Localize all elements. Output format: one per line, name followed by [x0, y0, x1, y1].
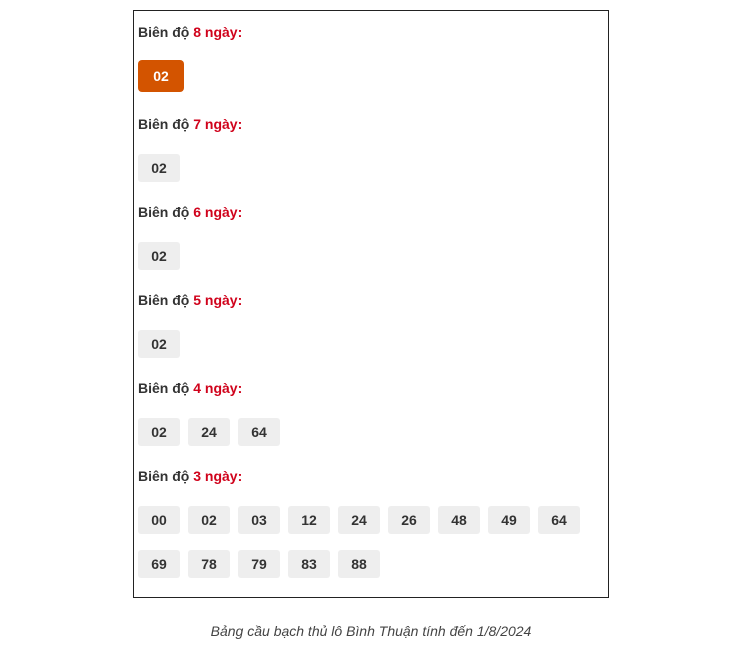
heading-prefix: Biên độ — [138, 204, 190, 220]
number-chip[interactable]: 02 — [138, 242, 180, 270]
number-chip[interactable]: 02 — [188, 506, 230, 534]
group-heading — [138, 116, 604, 132]
heading-days: 8 — [193, 24, 202, 40]
heading-unit: ngày: — [204, 468, 243, 484]
group-heading — [138, 380, 604, 396]
chip-list — [138, 330, 604, 358]
group-heading — [138, 24, 604, 40]
group-heading — [138, 468, 604, 484]
heading-unit: ngày: — [204, 292, 243, 308]
chip-list — [138, 506, 604, 578]
number-chip[interactable]: 64 — [538, 506, 580, 534]
number-chip[interactable]: 69 — [138, 550, 180, 578]
number-chip[interactable]: 02 — [138, 418, 180, 446]
number-chip[interactable]: 49 — [488, 506, 530, 534]
number-chip[interactable]: 02 — [138, 154, 180, 182]
heading-unit: ngày: — [204, 380, 243, 396]
heading-unit: ngày: — [204, 204, 243, 220]
cau-table-panel — [133, 10, 609, 598]
heading-unit: ngày: — [204, 116, 243, 132]
table-caption: Bảng cầu bạch thủ lô Bình Thuận tính đến 1/8/2024 — [210, 623, 532, 639]
number-chip[interactable]: 78 — [188, 550, 230, 578]
heading-days: 6 — [193, 204, 202, 220]
chip-list — [138, 154, 604, 182]
group-7-days — [138, 116, 604, 198]
number-chip[interactable]: 00 — [138, 506, 180, 534]
number-chip[interactable]: 88 — [338, 550, 380, 578]
number-chip[interactable]: 03 — [238, 506, 280, 534]
number-chip[interactable]: 12 — [288, 506, 330, 534]
number-chip[interactable]: 26 — [388, 506, 430, 534]
number-chip[interactable]: 24 — [188, 418, 230, 446]
chip-list — [138, 242, 604, 270]
group-8-days — [138, 24, 604, 104]
heading-prefix: Biên độ — [138, 24, 190, 40]
number-chip[interactable]: 48 — [438, 506, 480, 534]
chip-list — [138, 60, 604, 88]
group-6-days — [138, 204, 604, 286]
group-5-days — [138, 292, 604, 374]
number-chip[interactable]: 02 — [138, 330, 180, 358]
heading-days: 4 — [193, 380, 202, 396]
heading-prefix: Biên độ — [138, 380, 190, 396]
chip-list — [138, 418, 604, 446]
group-heading — [138, 204, 604, 220]
heading-unit: ngày: — [204, 24, 243, 40]
heading-days: 3 — [193, 468, 202, 484]
group-4-days — [138, 380, 604, 462]
heading-days: 7 — [193, 116, 202, 132]
number-chip[interactable]: 83 — [288, 550, 330, 578]
heading-prefix: Biên độ — [138, 292, 190, 308]
heading-prefix: Biên độ — [138, 468, 190, 484]
heading-prefix: Biên độ — [138, 116, 190, 132]
number-chip[interactable]: 24 — [338, 506, 380, 534]
group-heading — [138, 292, 604, 308]
group-3-days — [138, 468, 604, 594]
number-chip[interactable]: 79 — [238, 550, 280, 578]
heading-days: 5 — [193, 292, 202, 308]
number-chip-highlighted[interactable]: 02 — [138, 60, 184, 92]
number-chip[interactable]: 64 — [238, 418, 280, 446]
